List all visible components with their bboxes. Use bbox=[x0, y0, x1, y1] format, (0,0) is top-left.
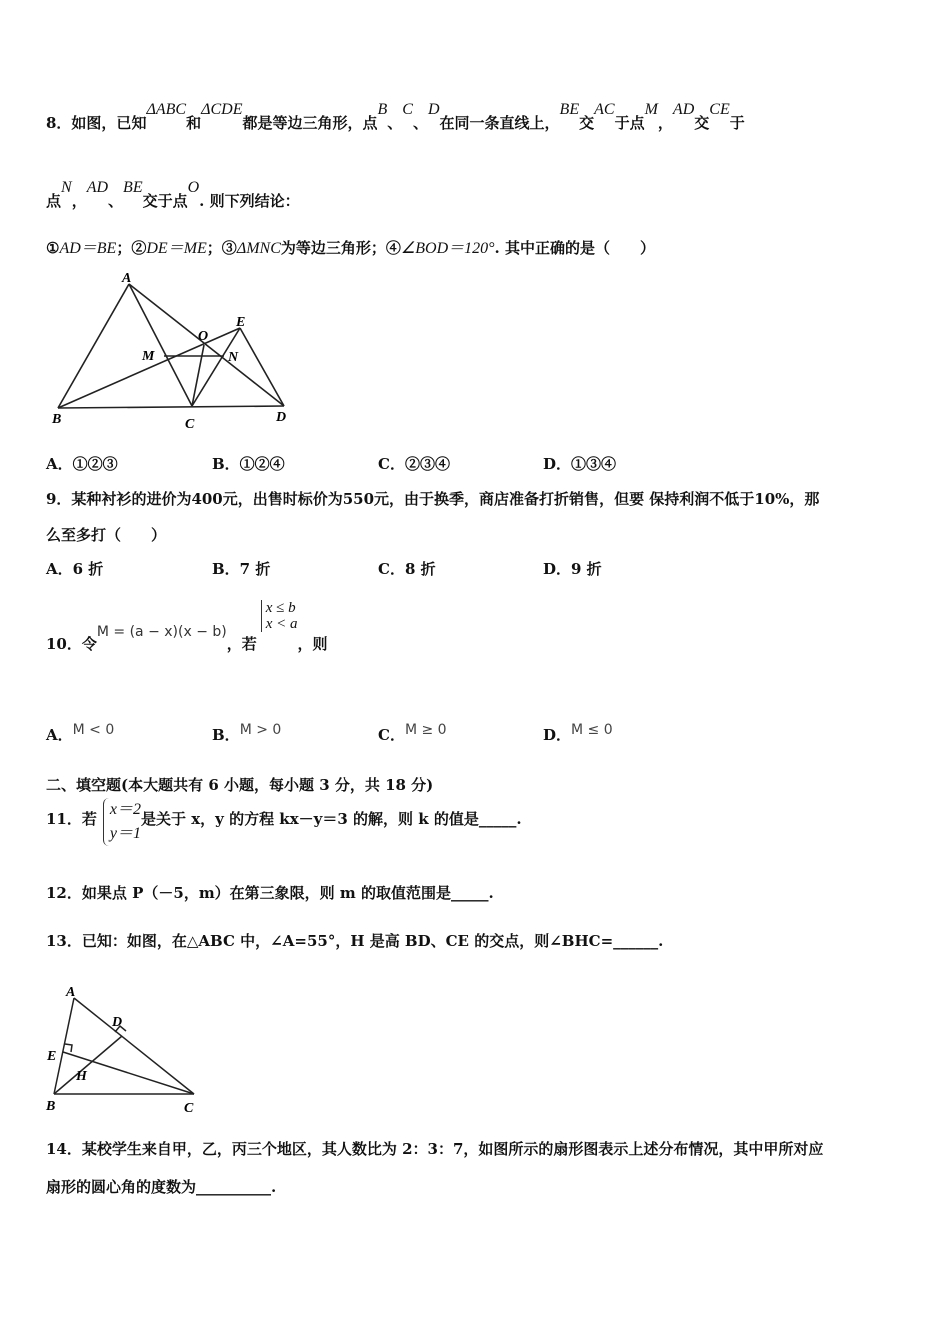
q8-label-d: D bbox=[276, 410, 287, 425]
q10-inequality-system: x ≤ b x < a bbox=[261, 600, 298, 632]
q13-label-b: B bbox=[46, 1099, 56, 1114]
q9-option-d[interactable]: D．9 折 bbox=[543, 560, 602, 578]
q10-prefix: 10．令 bbox=[46, 635, 97, 653]
q8-option-b[interactable]: B．①②④ bbox=[212, 455, 285, 473]
q12-line: 12．如果点 P（－5，m）在第三象限，则 m 的取值范围是_____. bbox=[46, 884, 494, 902]
q11-suffix: 是关于 x，y 的方程 kx－y＝3 的解，则 k 的值是_____. bbox=[140, 810, 522, 828]
q8-label-m: M bbox=[142, 349, 155, 364]
q8-triangle-figure bbox=[44, 268, 304, 433]
q9-option-c[interactable]: C．8 折 bbox=[378, 560, 436, 578]
q9-option-b[interactable]: B．7 折 bbox=[212, 560, 271, 578]
q8-label-a: A bbox=[122, 271, 132, 286]
q10-expression: M = (a − x)(x − b) bbox=[96, 624, 227, 640]
q8-label-e: E bbox=[236, 315, 246, 330]
q13-label-c: C bbox=[184, 1101, 194, 1116]
q8-option-a[interactable]: A．①②③ bbox=[46, 455, 118, 473]
q9-line2: 么至多打（ ） bbox=[46, 526, 167, 544]
q8-label-c: C bbox=[185, 417, 195, 432]
q8-line1: 8．如图，已知ΔABC和ΔCDE都是等边三角形，点B、C、D在同一条直线上，BE交AC于点M，AD交CE于 bbox=[46, 101, 745, 132]
q8-option-d[interactable]: D．①③④ bbox=[543, 455, 617, 473]
q10-suffix: ，则 bbox=[297, 635, 328, 653]
q10-line bbox=[46, 596, 328, 653]
q13-label-a: A bbox=[66, 985, 76, 1000]
q13-label-h: H bbox=[76, 1069, 87, 1084]
q8-label-o: O bbox=[198, 329, 209, 344]
q13-triangle-figure bbox=[44, 982, 214, 1117]
q10-mid: ，若 bbox=[226, 635, 257, 653]
q11-line bbox=[46, 798, 522, 846]
q10-option-a[interactable]: A．M < 0 bbox=[46, 722, 115, 744]
q9-line1: 9．某种衬衫的进价为400元，出售时标价为550元，由于换季，商店准备打折销售，但要 保持利润不低于10%，那 bbox=[46, 490, 820, 508]
q8-line2: 点N，AD、BE交于点O. 则下列结论： bbox=[46, 179, 300, 210]
q10-option-c[interactable]: C．M ≥ 0 bbox=[378, 722, 447, 744]
q13-label-d: D bbox=[112, 1015, 123, 1030]
q8-line3: ①AD＝BE；②DE＝ME；③ΔMNC为等边三角形；④∠BOD＝120°. 其中正确的是（ ） bbox=[46, 239, 655, 257]
q14-line1: 14．某校学生来自甲，乙，丙三个地区，其人数比为 2：3：7，如图所示的扇形图表示上述分布情况，其中甲所对应 bbox=[46, 1140, 824, 1158]
section-heading-fill-in: 二、填空题(本大题共有 6 小题，每小题 3 分，共 18 分) bbox=[46, 776, 434, 794]
q11-equation-system: x＝2 y＝1 bbox=[103, 798, 141, 846]
q10-option-d[interactable]: D．M ≤ 0 bbox=[543, 722, 613, 744]
q8-option-c[interactable]: C．②③④ bbox=[378, 455, 450, 473]
q9-option-a[interactable]: A．6 折 bbox=[46, 560, 104, 578]
q11-prefix: 11．若 bbox=[46, 810, 97, 828]
q8-label-n: N bbox=[228, 350, 239, 365]
q13-line: 13．已知：如图，在△ABC 中，∠A=55°，H 是高 BD、CE 的交点，则∠BHC=______. bbox=[46, 932, 664, 950]
q13-label-e: E bbox=[47, 1049, 57, 1064]
q14-line2: 扇形的圆心角的度数为__________. bbox=[46, 1178, 277, 1196]
q10-option-b[interactable]: B．M > 0 bbox=[212, 722, 282, 744]
q8-label-b: B bbox=[52, 412, 62, 427]
